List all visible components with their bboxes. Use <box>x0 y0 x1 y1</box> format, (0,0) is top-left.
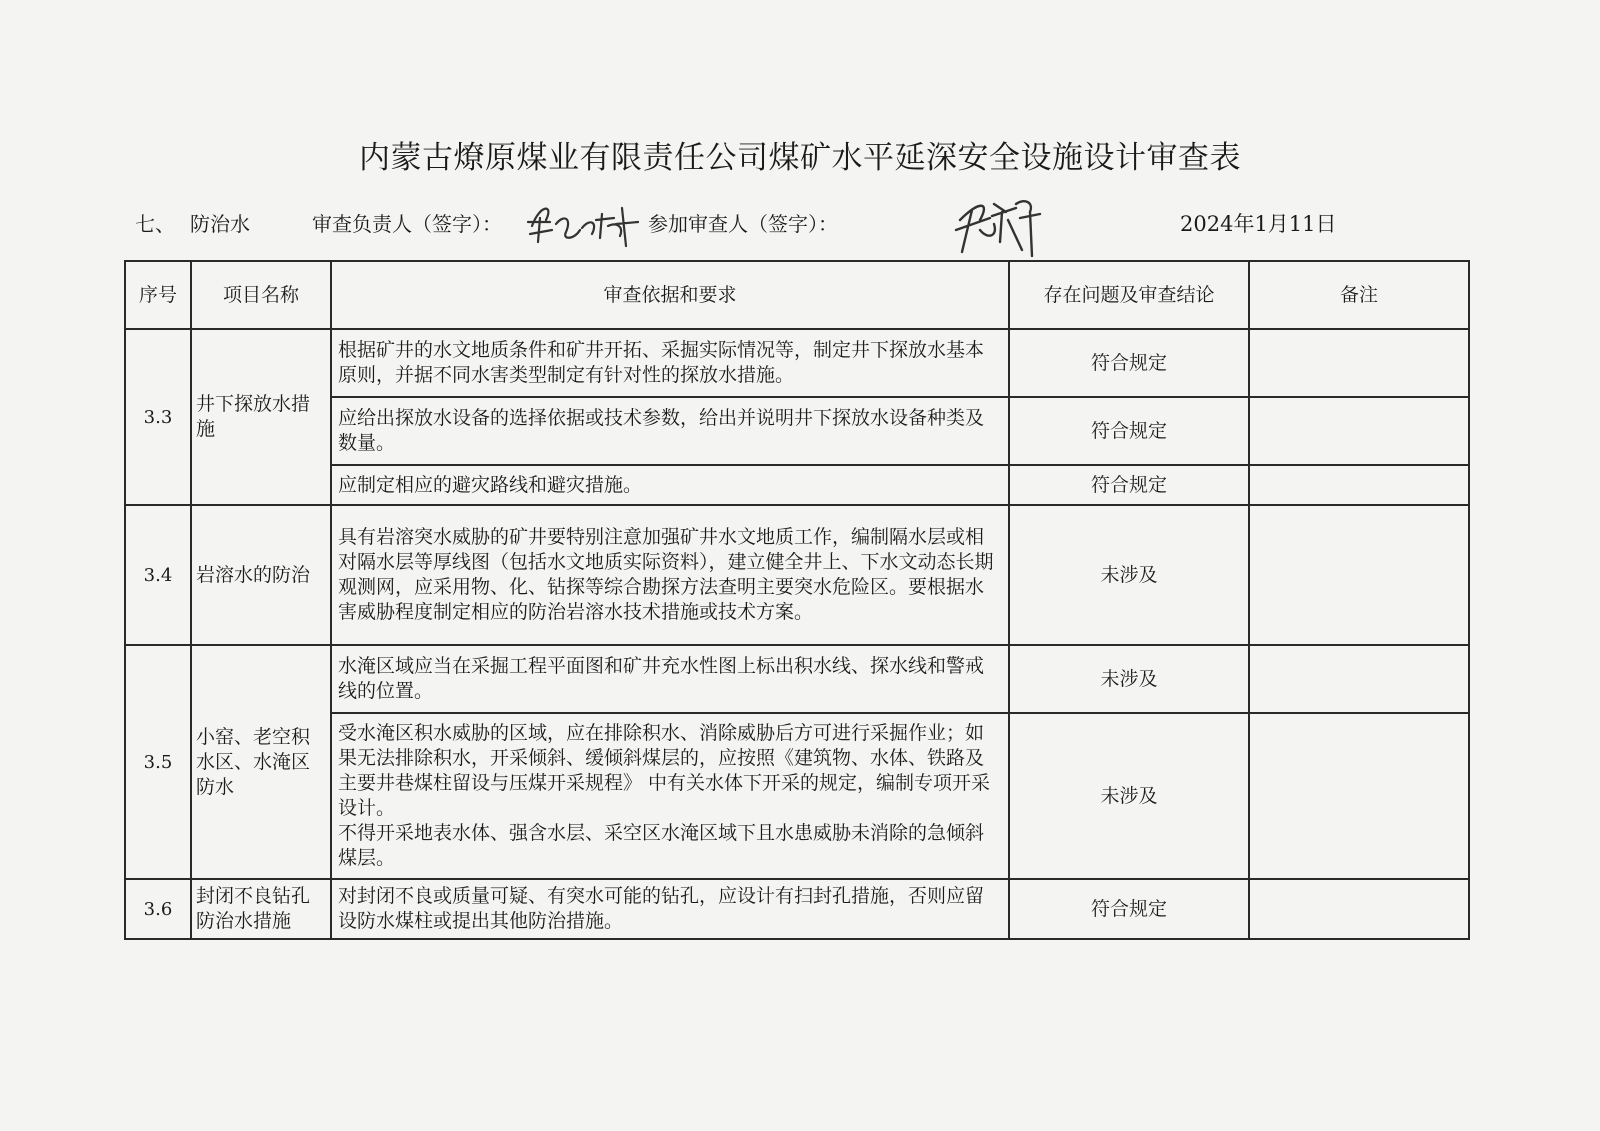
conclusion-text: 未涉及 <box>1009 505 1249 645</box>
conclusion-text: 符合规定 <box>1009 329 1249 397</box>
participant-label: 参加审查人（签字）： <box>648 212 838 236</box>
review-table <box>124 260 1470 940</box>
remark-cell <box>1249 505 1469 645</box>
remark-cell <box>1249 713 1469 879</box>
requirement-text: 根据矿井的水文地质条件和矿井开拓、采掘实际情况等，制定井下探放水基本原则，并据不同水害类型制定有针对性的探放水措施。 <box>331 329 1009 397</box>
remark-cell <box>1249 879 1469 939</box>
row-item: 井下探放水措施 <box>191 329 331 505</box>
table-row <box>125 329 1469 397</box>
conclusion-text: 未涉及 <box>1009 713 1249 879</box>
header-conclusion: 存在问题及审查结论 <box>1009 261 1249 329</box>
remark-cell <box>1249 329 1469 397</box>
row-no: 3.3 <box>125 329 191 505</box>
header-no: 序号 <box>125 261 191 329</box>
remark-cell <box>1249 465 1469 505</box>
requirement-text: 应给出探放水设备的选择依据或技术参数，给出并说明井下探放水设备种类及数量。 <box>331 397 1009 465</box>
remark-cell <box>1249 645 1469 713</box>
remark-cell <box>1249 397 1469 465</box>
row-no: 3.5 <box>125 645 191 879</box>
requirement-text: 具有岩溶突水威胁的矿井要特别注意加强矿井水文地质工作，编制隔水层或相对隔水层等厚线图（包括水文地质实际资料），建立健全井上、下水文动态长期观测网，应采用物、化、钻探等综合勘探方法查明主要突水危险区。要根据水害威胁程度制定相应的防治岩溶水技术措施或技术方案。 <box>331 505 1009 645</box>
reviewer-label: 审查负责人（签字）： <box>312 212 502 236</box>
requirement-text: 应制定相应的避灾路线和避灾措施。 <box>331 465 1009 505</box>
table-row <box>125 879 1469 939</box>
table-row <box>125 505 1469 645</box>
row-item: 小窑、老空积水区、水淹区防水 <box>191 645 331 879</box>
requirement-cell <box>331 713 1009 879</box>
requirement-text: 对封闭不良或质量可疑、有突水可能的钻孔，应设计有扫封孔措施，否则应留设防水煤柱或提出其他防治措施。 <box>331 879 1009 939</box>
conclusion-text: 符合规定 <box>1009 465 1249 505</box>
row-no: 3.6 <box>125 879 191 939</box>
row-no: 3.4 <box>125 505 191 645</box>
header-remark: 备注 <box>1249 261 1469 329</box>
table-header-row <box>125 261 1469 329</box>
requirement-text: 水淹区域应当在采掘工程平面图和矿井充水性图上标出积水线、探水线和警戒线的位置。 <box>331 645 1009 713</box>
row-item: 岩溶水的防治 <box>191 505 331 645</box>
header-basis: 审查依据和要求 <box>331 261 1009 329</box>
conclusion-text: 未涉及 <box>1009 645 1249 713</box>
page-title: 内蒙古燎原煤业有限责任公司煤矿水平延深安全设施设计审查表 <box>359 140 1241 176</box>
section-name: 防治水 <box>190 212 250 236</box>
requirement-text: 受水淹区积水威胁的区域，应在排除积水、消除威胁后方可进行采掘作业；如果无法排除积水，开采倾斜、缓倾斜煤层的，应按照《建筑物、水体、铁路及主要井巷煤柱留设与压煤开采规程》 中有关水体下开采的规定，编制专项开采设计。 <box>338 722 991 819</box>
review-date: 2024年1月11日 <box>1180 212 1337 236</box>
header-item: 项目名称 <box>191 261 331 329</box>
table-row <box>125 645 1469 713</box>
conclusion-text: 符合规定 <box>1009 879 1249 939</box>
section-number: 七、 <box>135 212 175 236</box>
reviewer-signature <box>520 196 645 251</box>
row-item: 封闭不良钻孔防治水措施 <box>191 879 331 939</box>
participant-signature <box>950 190 1045 260</box>
requirement-text: 不得开采地表水体、强含水层、采空区水淹区域下且水患威胁未消除的急倾斜煤层。 <box>338 822 985 869</box>
conclusion-text: 符合规定 <box>1009 397 1249 465</box>
